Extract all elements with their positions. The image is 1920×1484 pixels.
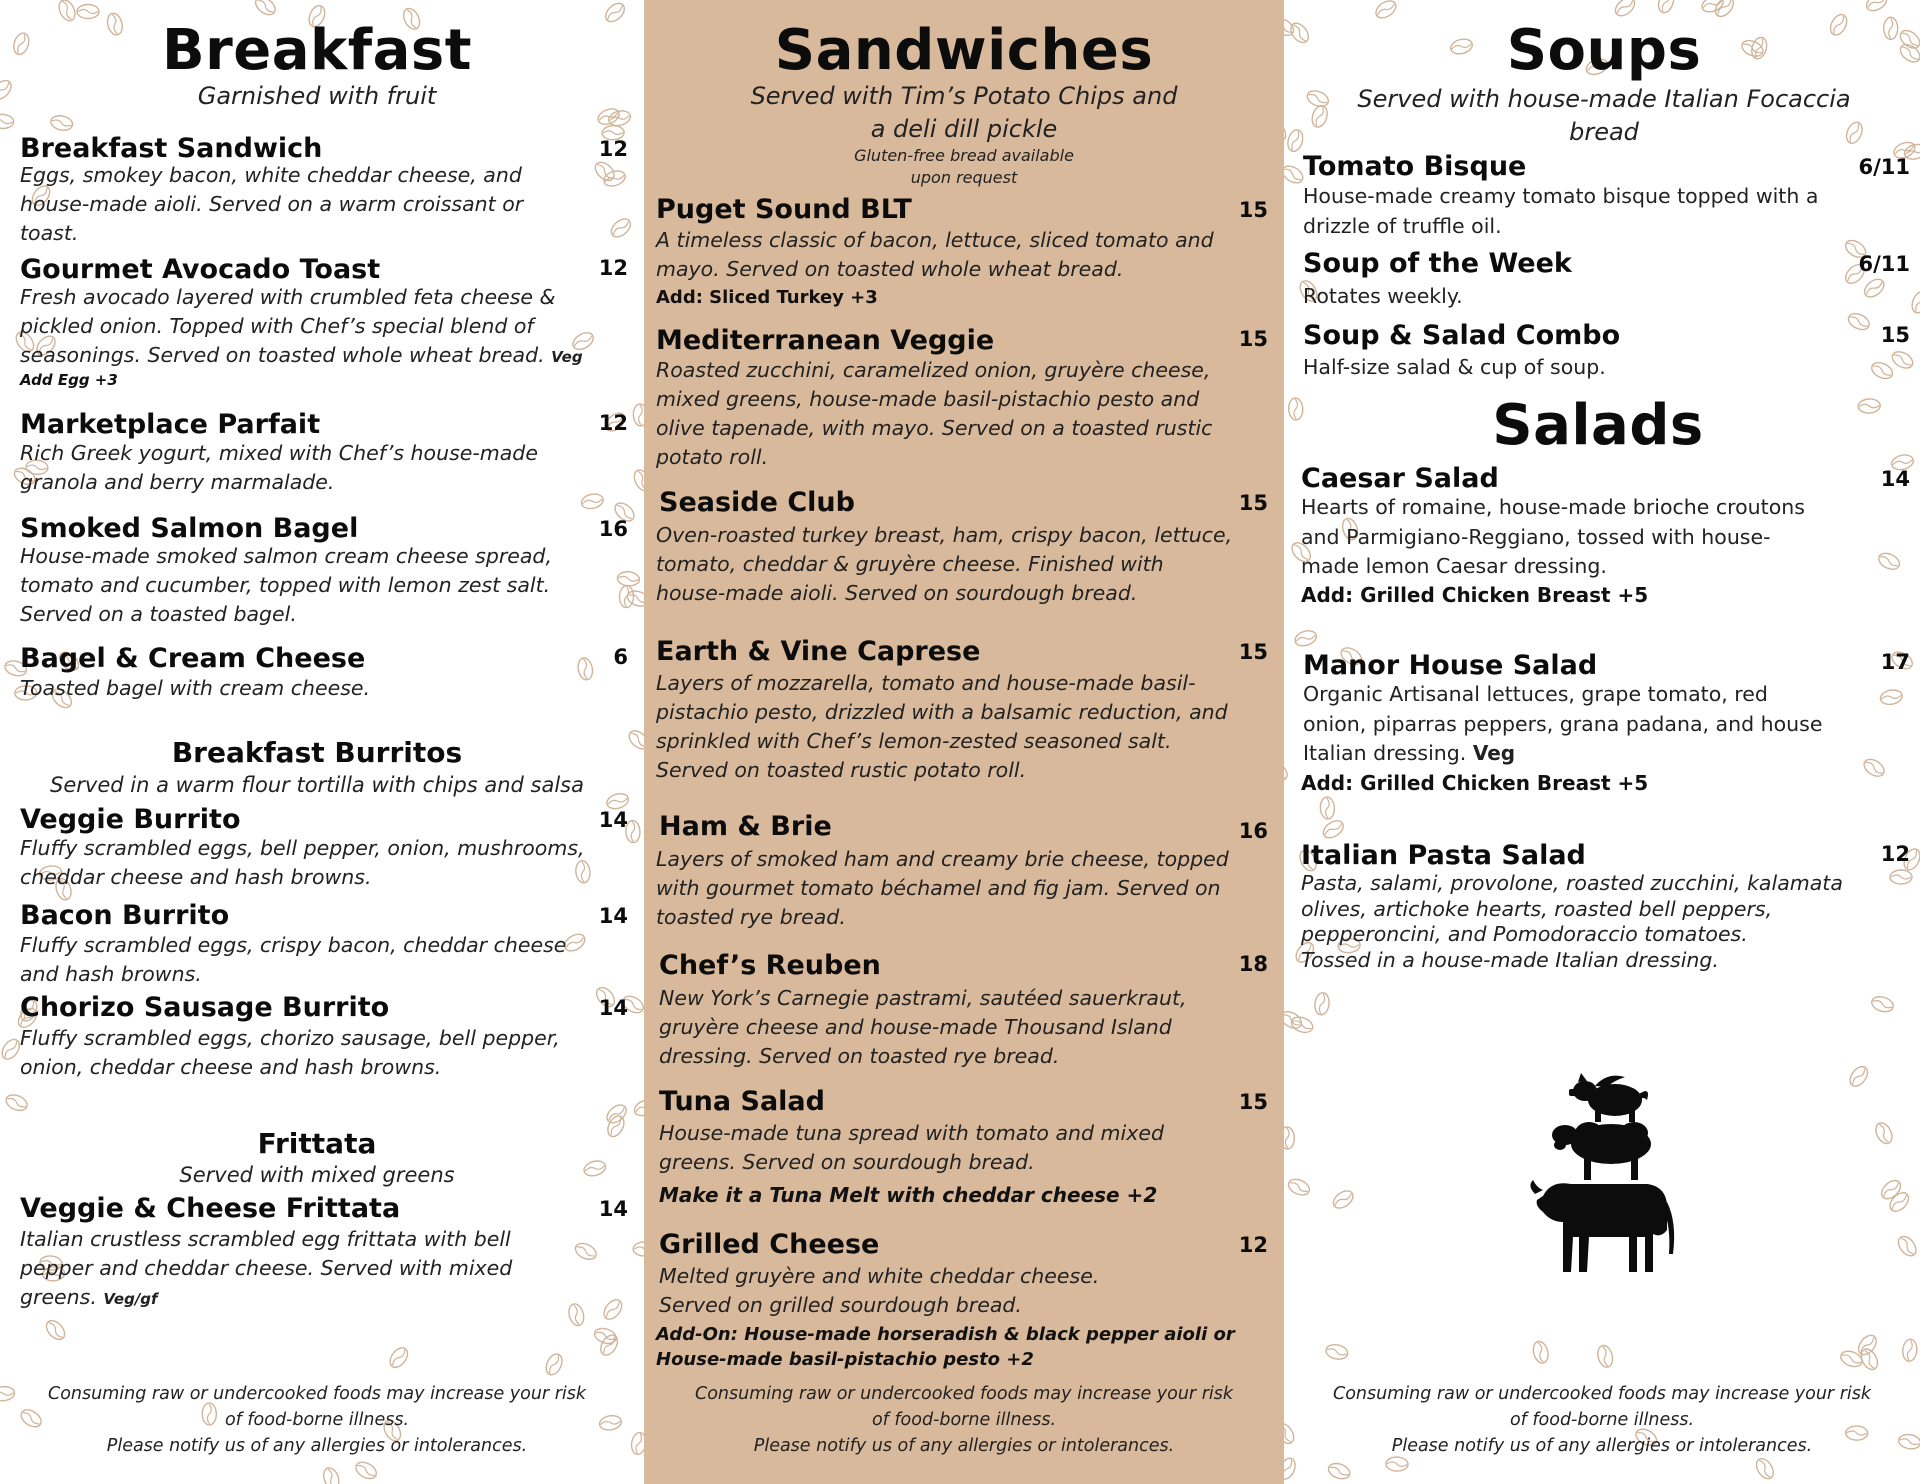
item-name: Bacon Burrito [20, 900, 230, 931]
item-description: Hearts of romaine, house-made brioche croutons and Parmigiano-Reggiano, tossed with house- made lemon Caesar dressing. [1301, 495, 1805, 578]
item-price: 12 [598, 137, 628, 161]
frittata-subtitle: Served with mixed greens [179, 1163, 455, 1187]
item-price: 6/11 [1858, 155, 1910, 179]
item-price: 14 [598, 808, 628, 832]
item-addon: Add-On: House-made horseradish & black pepper aioli or House-made basil-pistachio pesto +2 [656, 1324, 1235, 1370]
item-price: 14 [598, 1197, 628, 1221]
item-addon: Add: Grilled Chicken Breast +5 [1301, 583, 1649, 607]
item-name: Tuna Salad [659, 1086, 825, 1117]
item-description: A timeless classic of bacon, lettuce, sliced tomato and mayo. Served on toasted whole wheat bread. [656, 228, 1214, 281]
burritos-subtitle: Served in a warm flour tortilla with chips and salsa [50, 773, 584, 797]
item-price: 17 [1880, 650, 1910, 674]
soups-title: Soups [1506, 18, 1702, 83]
item-name: Italian Pasta Salad [1301, 840, 1586, 871]
item-name: Chorizo Sausage Burrito [20, 992, 390, 1023]
item-description: Layers of mozzarella, tomato and house-made basil- pistachio pesto, drizzled with a balsamic reduction, and sprinkled with Chef’s lemon-zested seasoned salt. Served on toasted rustic potato roll. [656, 671, 1228, 782]
stacked-animals-logo [1529, 1072, 1679, 1282]
item-price: 12 [1238, 1233, 1268, 1257]
disclaimer: Consuming raw or undercooked foods may increase your risk of food-borne illness. Please notify us of any allergies or intolerances. [695, 1384, 1233, 1456]
item-name: Gourmet Avocado Toast [20, 254, 381, 285]
disclaimer: Consuming raw or undercooked foods may increase your risk of food-borne illness. Please notify us of any allergies or intolerances. [1333, 1384, 1871, 1456]
item-description: Fluffy scrambled eggs, crispy bacon, cheddar cheese and hash browns. [20, 933, 567, 986]
item-price: 14 [1880, 467, 1910, 491]
item-description: Fluffy scrambled eggs, chorizo sausage, bell pepper, onion, cheddar cheese and hash browns. [20, 1026, 560, 1079]
veg-tag: Veg [1472, 741, 1516, 765]
item-description: Organic Artisanal lettuces, grape tomato, red onion, piparras peppers, grana padana, and house Italian dressing. Veg [1303, 682, 1823, 765]
sandwiches-column [644, 0, 1284, 1484]
veg-gf-tag: Veg/gf [103, 1290, 158, 1308]
item-name: Marketplace Parfait [20, 409, 321, 440]
soups-subtitle: Served with house-made Italian Focaccia bread [1357, 85, 1851, 146]
disclaimer: Consuming raw or undercooked foods may increase your risk of food-borne illness. Please notify us of any allergies or intolerances. [48, 1384, 586, 1456]
item-description: Oven-roasted turkey breast, ham, crispy bacon, lettuce, tomato, cheddar & gruyère cheese. Finished with house-made aioli. Served on sourdough bread. [656, 523, 1233, 605]
item-name: Chef’s Reuben [659, 950, 881, 981]
item-name: Manor House Salad [1303, 650, 1598, 681]
item-description: Half-size salad & cup of soup. [1303, 355, 1606, 379]
veg-tag: Veg [551, 348, 583, 366]
item-name: Veggie & Cheese Frittata [20, 1193, 401, 1224]
item-price: 14 [598, 904, 628, 928]
item-description: Fresh avocado layered with crumbled feta cheese & pickled onion. Topped with Chef’s special blend of seasonings. Served on toasted whole wheat bread. Veg [20, 285, 583, 367]
breakfast-column [0, 0, 644, 1484]
item-name: Tomato Bisque [1303, 151, 1527, 182]
item-name: Seaside Club [659, 487, 855, 518]
item-description: Italian crustless scrambled egg frittata with bell pepper and cheddar cheese. Served with mixed greens. Veg/gf [20, 1227, 513, 1309]
frittata-title: Frittata [257, 1127, 377, 1160]
item-price: 15 [1238, 198, 1268, 222]
item-addon: Add Egg +3 [20, 371, 118, 389]
item-price: 14 [598, 996, 628, 1020]
item-name: Bagel & Cream Cheese [20, 643, 366, 674]
item-price: 15 [1238, 491, 1268, 515]
item-price: 15 [1238, 327, 1268, 351]
soups-salads-column [1284, 0, 1920, 1484]
item-price: 16 [598, 517, 628, 541]
sandwiches-subtitle: Served with Tim’s Potato Chips and a deli dill pickle [750, 82, 1178, 143]
item-name: Earth & Vine Caprese [656, 636, 981, 667]
item-description: Toasted bagel with cream cheese. [20, 676, 371, 700]
item-description: Pasta, salami, provolone, roasted zucchini, kalamata olives, artichoke hearts, roasted bell peppers, pepperoncini, and Pomodoraccio tomatoes. Tossed in a house-made Italian dressing. [1301, 871, 1843, 972]
item-description: Rich Greek yogurt, mixed with Chef’s house-made granola and berry marmalade. [20, 441, 538, 494]
item-name: Veggie Burrito [20, 804, 241, 835]
item-price: 6 [613, 645, 628, 669]
item-price: 15 [1880, 323, 1910, 347]
item-price: 18 [1238, 952, 1268, 976]
item-name: Caesar Salad [1301, 463, 1499, 494]
item-name: Mediterranean Veggie [656, 325, 995, 356]
item-price: 12 [598, 256, 628, 280]
item-description: Roasted zucchini, caramelized onion, gruyère cheese, mixed greens, house-made basil-pistachio pesto and olive tapenade, with mayo. Served on a toasted rustic potato roll. [656, 358, 1213, 469]
item-description: Eggs, smokey bacon, white cheddar cheese, and house-made aioli. Served on a warm croissant or toast. [20, 163, 524, 245]
item-description: Rotates weekly. [1303, 284, 1463, 308]
item-name: Smoked Salmon Bagel [20, 513, 359, 544]
item-price: 15 [1238, 1090, 1268, 1114]
item-description: Layers of smoked ham and creamy brie cheese, topped with gourmet tomato béchamel and fig jam. Served on toasted rye bread. [656, 847, 1229, 929]
salads-title: Salads [1492, 393, 1704, 458]
item-description: House-made tuna spread with tomato and mixed greens. Served on sourdough bread. [659, 1121, 1164, 1174]
item-name: Soup of the Week [1303, 248, 1572, 279]
item-addon: Add: Sliced Turkey +3 [656, 287, 878, 308]
gluten-free-note: Gluten-free bread available upon request [854, 146, 1074, 187]
item-description: House-made smoked salmon cream cheese spread, tomato and cucumber, topped with lemon zest salt. Served on a toasted bagel. [20, 544, 552, 626]
burritos-title: Breakfast Burritos [171, 736, 463, 769]
item-description: New York’s Carnegie pastrami, sautéed sauerkraut, gruyère cheese and house-made Thousand Island dressing. Served on toasted rye bread. [659, 986, 1187, 1068]
item-addon: Make it a Tuna Melt with cheddar cheese +2 [659, 1183, 1158, 1207]
breakfast-title: Breakfast [161, 18, 473, 83]
item-name: Puget Sound BLT [656, 194, 912, 225]
sandwiches-title: Sandwiches [774, 18, 1154, 83]
item-name: Breakfast Sandwich [20, 133, 323, 164]
item-description: Melted gruyère and white cheddar cheese. Served on grilled sourdough bread. [659, 1264, 1100, 1317]
item-name: Soup & Salad Combo [1303, 320, 1621, 351]
item-price: 15 [1238, 640, 1268, 664]
item-price: 12 [1880, 842, 1910, 866]
item-addon: Add: Grilled Chicken Breast +5 [1301, 771, 1649, 795]
item-price: 12 [598, 411, 628, 435]
item-name: Grilled Cheese [659, 1229, 880, 1260]
item-price: 6/11 [1858, 252, 1910, 276]
breakfast-subtitle: Garnished with fruit [197, 82, 437, 110]
item-name: Ham & Brie [659, 811, 832, 842]
item-description: Fluffy scrambled eggs, bell pepper, onion, mushrooms, cheddar cheese and hash browns. [20, 836, 585, 889]
item-description: House-made creamy tomato bisque topped with a drizzle of truffle oil. [1303, 184, 1819, 238]
item-price: 16 [1238, 819, 1268, 843]
